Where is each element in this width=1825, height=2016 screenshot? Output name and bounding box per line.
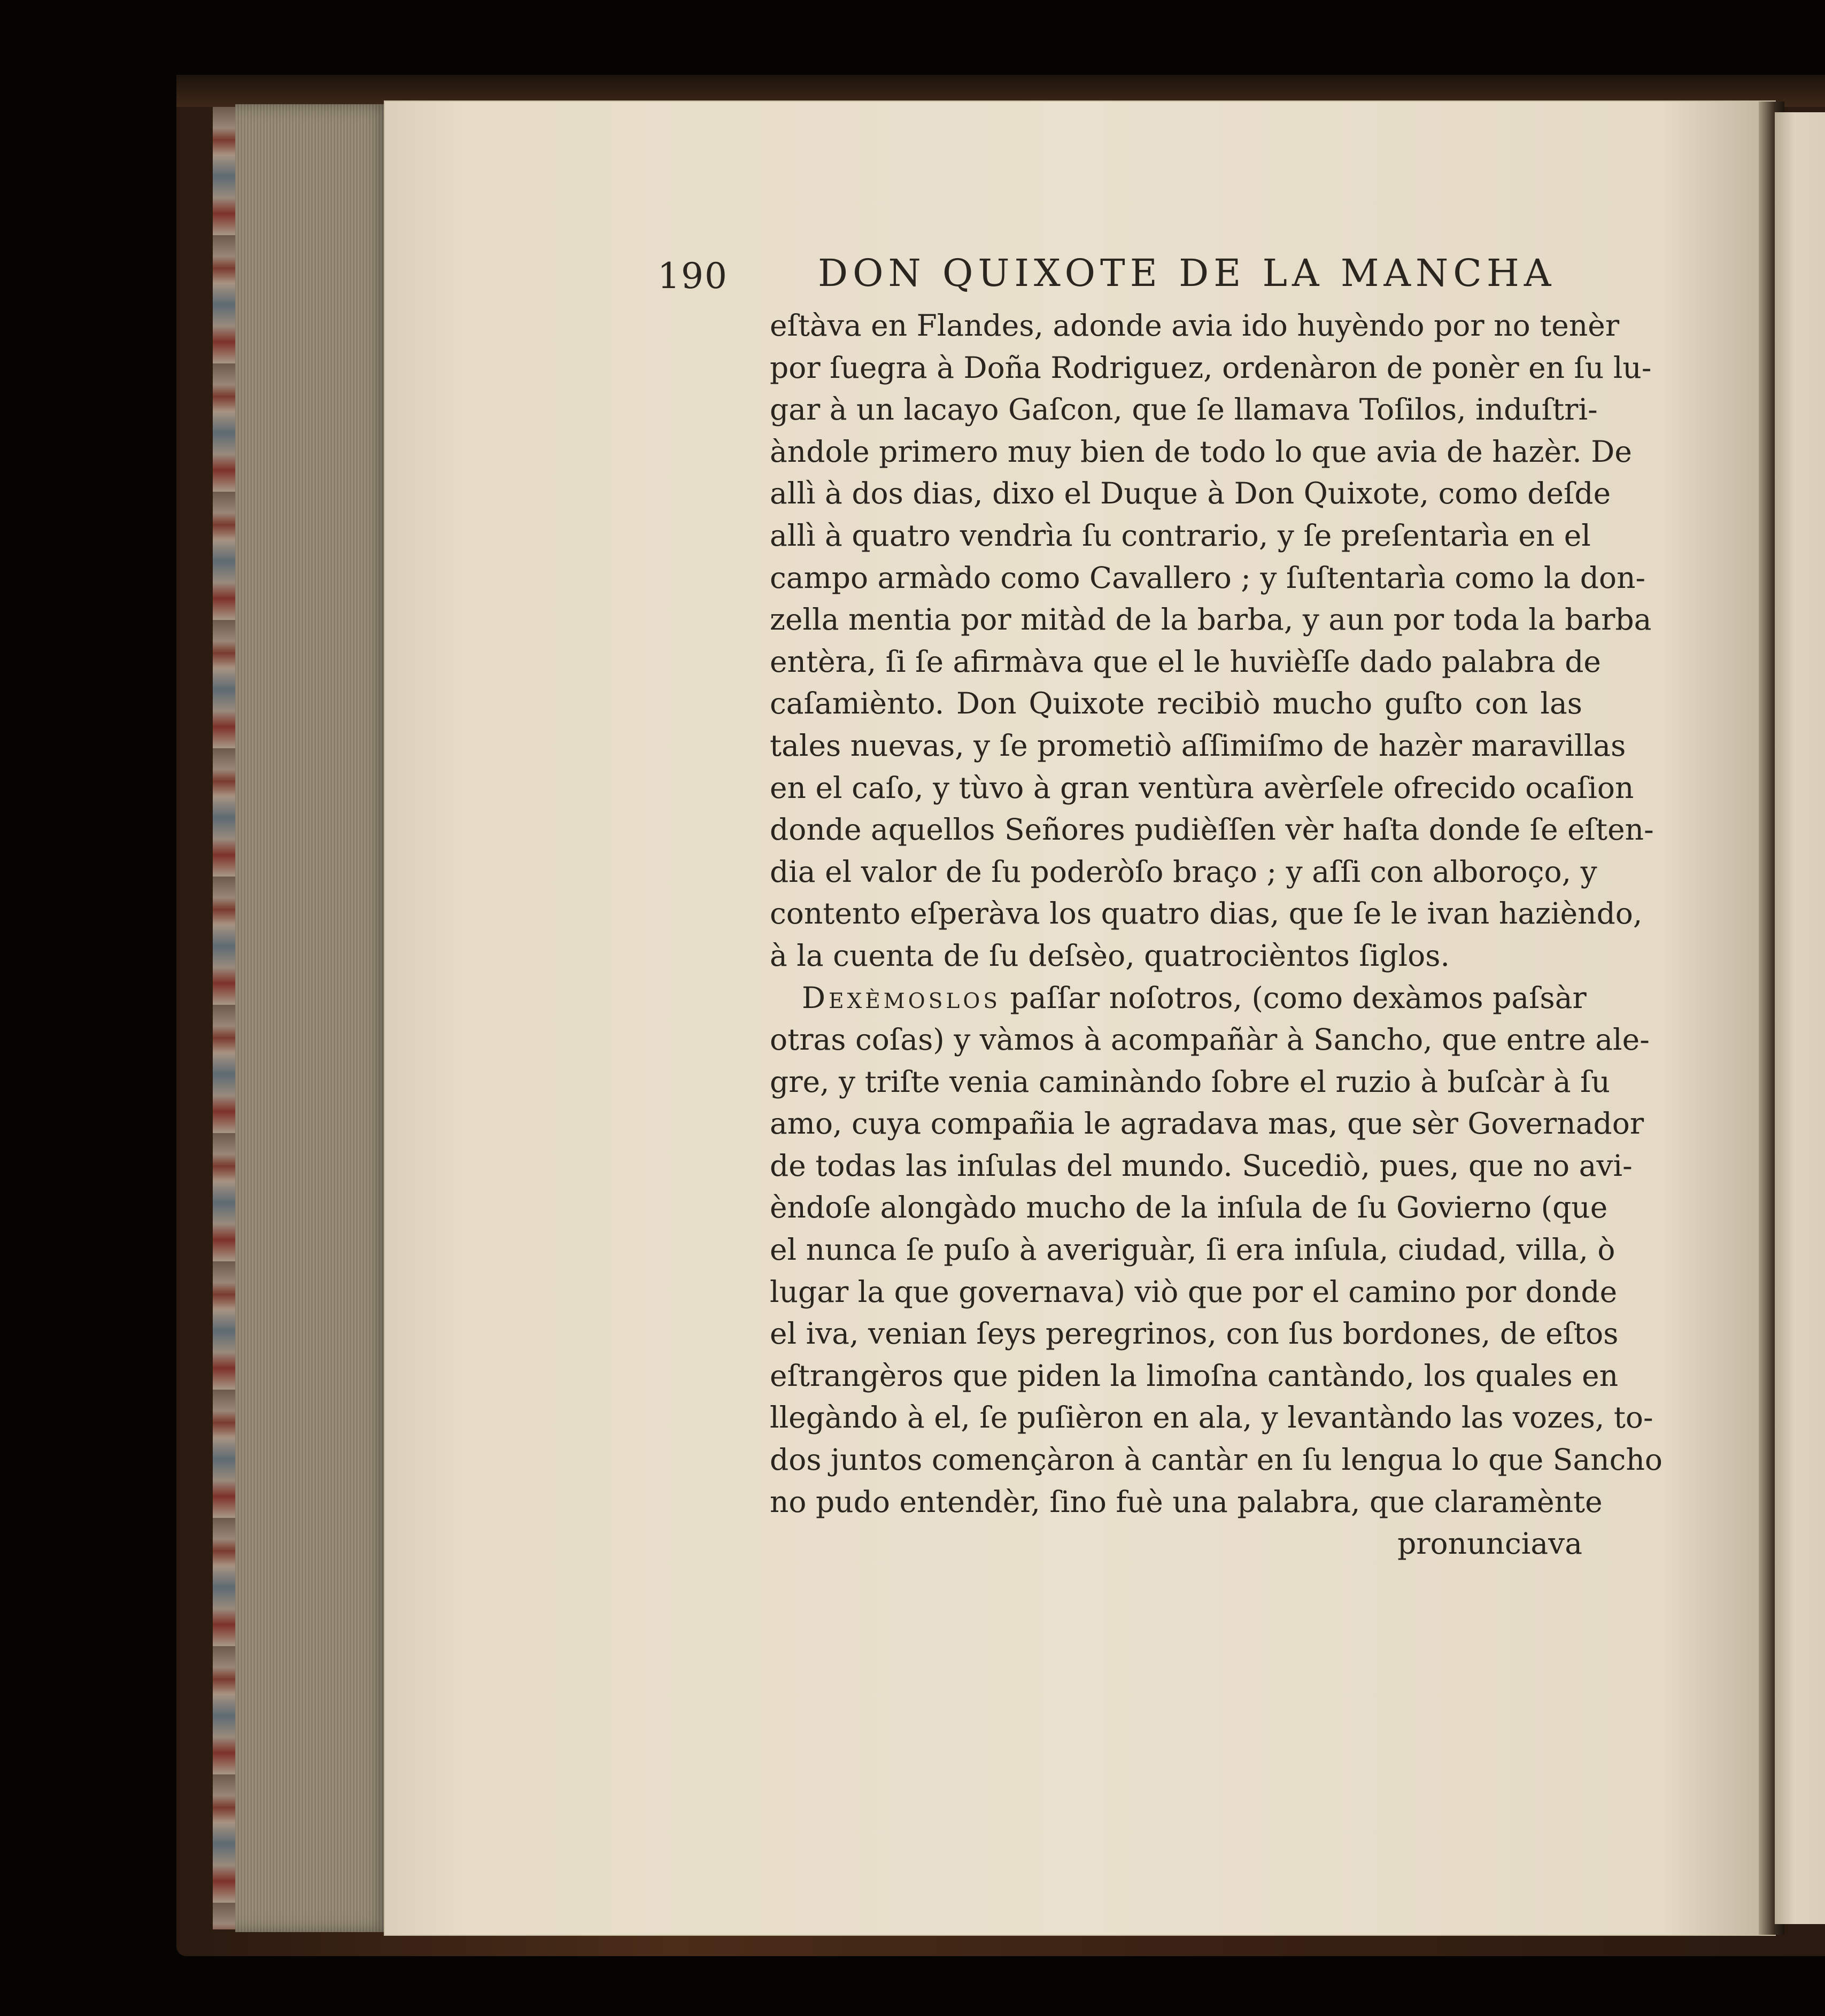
text-line: llegàndo à el, ſe puſièron en ala, y levantàndo las vozes, to- bbox=[770, 1400, 1653, 1435]
text-line: en el caſo, y tùvo à gran ventùra avèrſele ofrecido ocaſion bbox=[770, 770, 1634, 805]
text-line: donde aquellos Señores pudièſſen vèr haſta donde ſe eſten- bbox=[770, 812, 1654, 847]
text-line: àndole primero muy bien de todo lo que avia de hazèr. De bbox=[770, 434, 1632, 469]
text-line-rest: paſſar noſotros, (como dexàmos paſsàr bbox=[1001, 980, 1587, 1015]
text-line: entèra, ſi ſe afirmàva que el le huvièſſe dado palabra de bbox=[770, 644, 1601, 679]
facing-page-edge bbox=[1775, 112, 1825, 1924]
text-line: amo, cuya compañia le agradava mas, que sèr Governador bbox=[770, 1106, 1644, 1141]
text-line: campo armàdo como Cavallero ; y ſuſtentarìa como la don- bbox=[770, 560, 1646, 595]
text-line: allì à quatro vendrìa ſu contrario, y ſe preſentarìa en el bbox=[770, 518, 1591, 553]
text-line: allì à dos dias, dixo el Duque à Don Quixote, como deſde bbox=[770, 476, 1611, 511]
text-line: el nunca ſe puſo à averiguàr, ſi era inſula, ciudad, villa, ò bbox=[770, 1232, 1615, 1267]
text-line: lugar la que governava) viò que por el camino por donde bbox=[770, 1274, 1618, 1309]
text-line: caſamiènto. Don Quixote recibiò mucho guſto con las bbox=[770, 686, 1582, 721]
text-line: dos juntos començàron à cantàr en ſu lengua lo que Sancho bbox=[770, 1443, 1663, 1477]
text-line: de todas las inſulas del mundo. Sucediò, pues, que no avi- bbox=[770, 1148, 1633, 1183]
text-line: èndoſe alongàdo mucho de la inſula de ſu Govierno (que bbox=[770, 1190, 1608, 1225]
paragraph-opening-word: Dexèmoslos bbox=[802, 980, 1001, 1015]
text-line: contento eſperàva los quatro dias, que ſe le ivan hazièndo, bbox=[770, 896, 1643, 931]
marbled-page-edge bbox=[213, 107, 237, 1929]
running-head: DON QUIXOTE DE LA MANCHA bbox=[818, 251, 1556, 295]
text-line: por ſuegra à Doña Rodriguez, ordenàron de ponèr en ſu lu- bbox=[770, 350, 1652, 385]
page-header bbox=[658, 251, 1588, 299]
text-line: gar à un lacayo Gaſcon, que ſe llamava Toſilos, induſtri- bbox=[770, 392, 1598, 427]
text-line: no pudo entendèr, ſino fuè una palabra, que claramènte bbox=[770, 1484, 1603, 1519]
text-line: dia el valor de ſu poderòſo braço ; y aſſi con alboroço, y bbox=[770, 854, 1597, 889]
text-line bbox=[770, 977, 1587, 1019]
catchword: pronunciava bbox=[1397, 1526, 1582, 1561]
text-line: tales nuevas, y ſe prometiò aſſimiſmo de hazèr maravillas bbox=[770, 728, 1626, 763]
text-line: otras coſas) y vàmos à acompañàr à Sancho, que entre ale- bbox=[770, 1022, 1650, 1057]
text-line: à la cuenta de ſu deſsèo, quatrocièntos ſiglos. bbox=[770, 938, 1450, 973]
text-line: eſtrangèros que piden la limoſna cantàndo, los quales en bbox=[770, 1358, 1619, 1393]
text-line: gre, y triſte venia caminàndo ſobre el ruzio à buſcàr à ſu bbox=[770, 1064, 1610, 1099]
text-line: zella mentia por mitàd de la barba, y aun por toda la barba bbox=[770, 602, 1652, 637]
body-text bbox=[770, 305, 1663, 1565]
text-line: eſtàva en Flandes, adonde avia ido huyèndo por no tenèr bbox=[770, 308, 1620, 343]
text-block-edges bbox=[235, 104, 390, 1932]
page-number: 190 bbox=[658, 255, 728, 297]
text-line: el iva, venian ſeys peregrinos, con ſus bordones, de eſtos bbox=[770, 1316, 1619, 1351]
